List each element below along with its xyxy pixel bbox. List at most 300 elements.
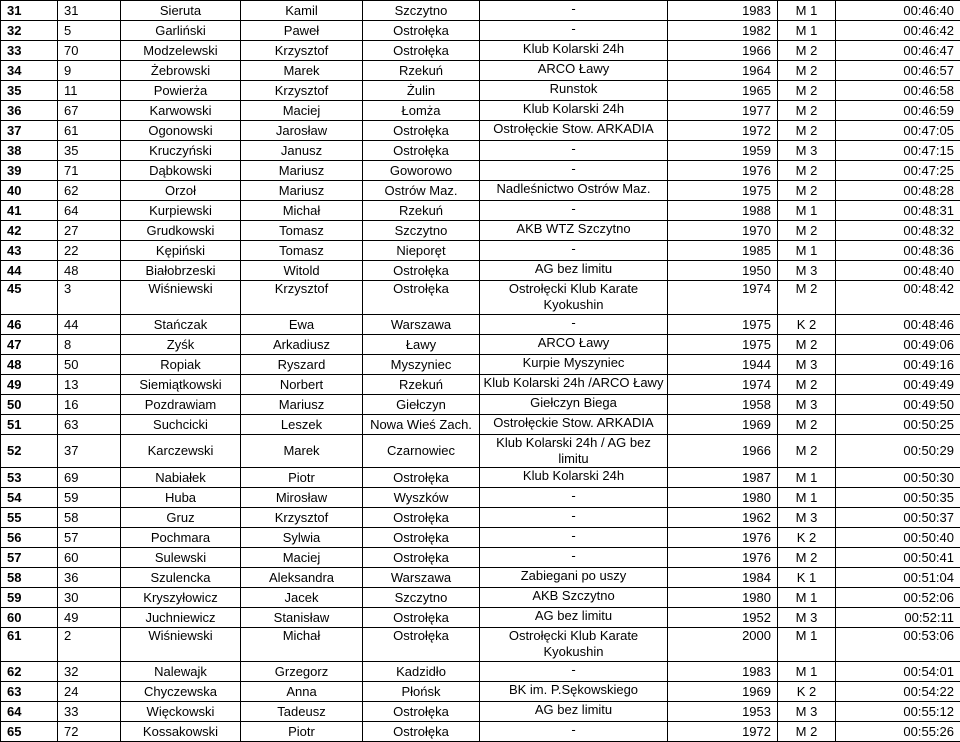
club-cell: ARCO Ławy (480, 61, 668, 81)
first-name-cell: Norbert (241, 375, 363, 395)
place-cell: 53 (1, 468, 58, 488)
city-cell: Ostrołęka (363, 702, 480, 722)
club-cell: AG bez limitu (480, 261, 668, 281)
table-row (1, 355, 960, 375)
bib-number-cell: 33 (58, 702, 121, 722)
city-cell: Wyszków (363, 488, 480, 508)
city-cell: Ostrołęka (363, 528, 480, 548)
birth-year-cell: 1944 (668, 355, 778, 375)
bib-number-cell: 70 (58, 41, 121, 61)
surname-cell: Kruczyński (121, 141, 241, 161)
place-cell: 42 (1, 221, 58, 241)
place-cell: 62 (1, 662, 58, 682)
surname-cell: Ropiak (121, 355, 241, 375)
place-cell: 63 (1, 682, 58, 702)
surname-cell: Siemiątkowski (121, 375, 241, 395)
place-cell: 41 (1, 201, 58, 221)
first-name-cell: Arkadiusz (241, 335, 363, 355)
first-name-cell: Marek (241, 435, 363, 468)
time-cell: 00:49:49 (836, 375, 960, 395)
place-cell: 65 (1, 722, 58, 742)
surname-cell: Pochmara (121, 528, 241, 548)
first-name-cell: Tomasz (241, 241, 363, 261)
city-cell: Żulin (363, 81, 480, 101)
surname-cell: Nabiałek (121, 468, 241, 488)
place-cell: 34 (1, 61, 58, 81)
club-cell: - (480, 1, 668, 21)
birth-year-cell: 1983 (668, 1, 778, 21)
club-cell: - (480, 201, 668, 221)
bib-number-cell: 67 (58, 101, 121, 121)
club-cell: Ostrołęckie Stow. ARKADIA (480, 415, 668, 435)
bib-number-cell: 58 (58, 508, 121, 528)
time-cell: 00:50:30 (836, 468, 960, 488)
birth-year-cell: 1974 (668, 281, 778, 315)
first-name-cell: Mirosław (241, 488, 363, 508)
bib-number-cell: 48 (58, 261, 121, 281)
surname-cell: Więckowski (121, 702, 241, 722)
category-cell: M 3 (778, 508, 836, 528)
birth-year-cell: 1976 (668, 528, 778, 548)
surname-cell: Zyśk (121, 335, 241, 355)
surname-cell: Powierża (121, 81, 241, 101)
first-name-cell: Witold (241, 261, 363, 281)
first-name-cell: Mariusz (241, 181, 363, 201)
first-name-cell: Maciej (241, 548, 363, 568)
city-cell: Ostrołęka (363, 722, 480, 742)
birth-year-cell: 1977 (668, 101, 778, 121)
time-cell: 00:48:31 (836, 201, 960, 221)
birth-year-cell: 1984 (668, 568, 778, 588)
category-cell: M 2 (778, 435, 836, 468)
club-cell: AG bez limitu (480, 608, 668, 628)
surname-cell: Suchcicki (121, 415, 241, 435)
time-cell: 00:55:26 (836, 722, 960, 742)
bib-number-cell: 16 (58, 395, 121, 415)
first-name-cell: Maciej (241, 101, 363, 121)
bib-number-cell: 62 (58, 181, 121, 201)
place-cell: 35 (1, 81, 58, 101)
category-cell: M 2 (778, 548, 836, 568)
time-cell: 00:50:29 (836, 435, 960, 468)
results-body (1, 1, 960, 742)
category-cell: M 2 (778, 61, 836, 81)
surname-cell: Modzelewski (121, 41, 241, 61)
surname-cell: Juchniewicz (121, 608, 241, 628)
club-cell: - (480, 528, 668, 548)
bib-number-cell: 63 (58, 415, 121, 435)
table-row (1, 281, 960, 315)
city-cell: Kadzidło (363, 662, 480, 682)
table-row (1, 702, 960, 722)
birth-year-cell: 1959 (668, 141, 778, 161)
birth-year-cell: 1972 (668, 121, 778, 141)
place-cell: 47 (1, 335, 58, 355)
bib-number-cell: 72 (58, 722, 121, 742)
time-cell: 00:51:04 (836, 568, 960, 588)
place-cell: 52 (1, 435, 58, 468)
table-row (1, 21, 960, 41)
birth-year-cell: 1953 (668, 702, 778, 722)
surname-cell: Garliński (121, 21, 241, 41)
category-cell: M 1 (778, 468, 836, 488)
club-cell: Runstok (480, 81, 668, 101)
bib-number-cell: 71 (58, 161, 121, 181)
birth-year-cell: 1972 (668, 722, 778, 742)
city-cell: Giełczyn (363, 395, 480, 415)
category-cell: M 2 (778, 81, 836, 101)
bib-number-cell: 57 (58, 528, 121, 548)
first-name-cell: Anna (241, 682, 363, 702)
category-cell: M 2 (778, 722, 836, 742)
time-cell: 00:49:06 (836, 335, 960, 355)
time-cell: 00:54:22 (836, 682, 960, 702)
table-row (1, 435, 960, 468)
birth-year-cell: 1966 (668, 435, 778, 468)
city-cell: Czarnowiec (363, 435, 480, 468)
club-cell: AG bez limitu (480, 702, 668, 722)
table-row (1, 101, 960, 121)
category-cell: M 1 (778, 588, 836, 608)
time-cell: 00:48:28 (836, 181, 960, 201)
place-cell: 50 (1, 395, 58, 415)
category-cell: M 1 (778, 21, 836, 41)
place-cell: 32 (1, 21, 58, 41)
category-cell: M 2 (778, 415, 836, 435)
club-cell: Kurpie Myszyniec (480, 355, 668, 375)
table-row (1, 468, 960, 488)
first-name-cell: Michał (241, 628, 363, 662)
surname-cell: Kurpiewski (121, 201, 241, 221)
club-cell: - (480, 488, 668, 508)
club-cell: BK im. P.Sękowskiego (480, 682, 668, 702)
birth-year-cell: 1958 (668, 395, 778, 415)
time-cell: 00:47:25 (836, 161, 960, 181)
club-cell: AKB WTZ Szczytno (480, 221, 668, 241)
bib-number-cell: 2 (58, 628, 121, 662)
city-cell: Ostrołęka (363, 281, 480, 315)
bib-number-cell: 24 (58, 682, 121, 702)
surname-cell: Wiśniewski (121, 628, 241, 662)
birth-year-cell: 1950 (668, 261, 778, 281)
category-cell: M 1 (778, 201, 836, 221)
time-cell: 00:46:40 (836, 1, 960, 21)
table-row (1, 682, 960, 702)
surname-cell: Nalewajk (121, 662, 241, 682)
club-cell: Klub Kolarski 24h (480, 101, 668, 121)
table-row (1, 181, 960, 201)
time-cell: 00:50:37 (836, 508, 960, 528)
table-row (1, 395, 960, 415)
first-name-cell: Grzegorz (241, 662, 363, 682)
bib-number-cell: 36 (58, 568, 121, 588)
surname-cell: Białobrzeski (121, 261, 241, 281)
first-name-cell: Krzysztof (241, 41, 363, 61)
bib-number-cell: 37 (58, 435, 121, 468)
surname-cell: Gruz (121, 508, 241, 528)
place-cell: 60 (1, 608, 58, 628)
city-cell: Ostrołęka (363, 628, 480, 662)
city-cell: Ostrołęka (363, 508, 480, 528)
bib-number-cell: 44 (58, 315, 121, 335)
time-cell: 00:48:42 (836, 281, 960, 315)
birth-year-cell: 1964 (668, 61, 778, 81)
place-cell: 40 (1, 181, 58, 201)
time-cell: 00:48:32 (836, 221, 960, 241)
first-name-cell: Paweł (241, 21, 363, 41)
city-cell: Ostrołęka (363, 41, 480, 61)
club-cell: Ostrołęcki Klub Karate Kyokushin (480, 628, 668, 662)
first-name-cell: Piotr (241, 468, 363, 488)
surname-cell: Sieruta (121, 1, 241, 21)
table-row (1, 548, 960, 568)
surname-cell: Grudkowski (121, 221, 241, 241)
place-cell: 54 (1, 488, 58, 508)
birth-year-cell: 1965 (668, 81, 778, 101)
time-cell: 00:46:42 (836, 21, 960, 41)
bib-number-cell: 3 (58, 281, 121, 315)
table-row (1, 41, 960, 61)
first-name-cell: Jacek (241, 588, 363, 608)
table-row (1, 61, 960, 81)
birth-year-cell: 1987 (668, 468, 778, 488)
first-name-cell: Mariusz (241, 161, 363, 181)
surname-cell: Wiśniewski (121, 281, 241, 315)
category-cell: K 2 (778, 315, 836, 335)
birth-year-cell: 1985 (668, 241, 778, 261)
first-name-cell: Janusz (241, 141, 363, 161)
city-cell: Ostrów Maz. (363, 181, 480, 201)
surname-cell: Szulencka (121, 568, 241, 588)
surname-cell: Żebrowski (121, 61, 241, 81)
time-cell: 00:50:40 (836, 528, 960, 548)
place-cell: 64 (1, 702, 58, 722)
club-cell: - (480, 548, 668, 568)
surname-cell: Kossakowski (121, 722, 241, 742)
first-name-cell: Tomasz (241, 221, 363, 241)
category-cell: M 1 (778, 1, 836, 21)
club-cell: - (480, 241, 668, 261)
first-name-cell: Tadeusz (241, 702, 363, 722)
club-cell: Ostrołęckie Stow. ARKADIA (480, 121, 668, 141)
birth-year-cell: 1975 (668, 315, 778, 335)
time-cell: 00:53:06 (836, 628, 960, 662)
category-cell: K 2 (778, 528, 836, 548)
time-cell: 00:49:16 (836, 355, 960, 375)
table-row (1, 161, 960, 181)
birth-year-cell: 1966 (668, 41, 778, 61)
table-row (1, 1, 960, 21)
bib-number-cell: 8 (58, 335, 121, 355)
bib-number-cell: 13 (58, 375, 121, 395)
table-row (1, 628, 960, 662)
first-name-cell: Michał (241, 201, 363, 221)
table-row (1, 375, 960, 395)
place-cell: 46 (1, 315, 58, 335)
first-name-cell: Ryszard (241, 355, 363, 375)
birth-year-cell: 1982 (668, 21, 778, 41)
time-cell: 00:46:47 (836, 41, 960, 61)
first-name-cell: Ewa (241, 315, 363, 335)
first-name-cell: Jarosław (241, 121, 363, 141)
club-cell: Klub Kolarski 24h (480, 468, 668, 488)
table-row (1, 608, 960, 628)
bib-number-cell: 61 (58, 121, 121, 141)
table-row (1, 81, 960, 101)
bib-number-cell: 32 (58, 662, 121, 682)
surname-cell: Sulewski (121, 548, 241, 568)
bib-number-cell: 50 (58, 355, 121, 375)
place-cell: 56 (1, 528, 58, 548)
surname-cell: Karwowski (121, 101, 241, 121)
table-row (1, 508, 960, 528)
time-cell: 00:52:06 (836, 588, 960, 608)
first-name-cell: Marek (241, 61, 363, 81)
place-cell: 61 (1, 628, 58, 662)
birth-year-cell: 1952 (668, 608, 778, 628)
time-cell: 00:46:57 (836, 61, 960, 81)
category-cell: M 2 (778, 121, 836, 141)
surname-cell: Ogonowski (121, 121, 241, 141)
table-row (1, 241, 960, 261)
place-cell: 58 (1, 568, 58, 588)
city-cell: Ostrołęka (363, 21, 480, 41)
bib-number-cell: 60 (58, 548, 121, 568)
time-cell: 00:48:36 (836, 241, 960, 261)
first-name-cell: Krzysztof (241, 508, 363, 528)
club-cell: Zabiegani po uszy (480, 568, 668, 588)
birth-year-cell: 1970 (668, 221, 778, 241)
city-cell: Szczytno (363, 1, 480, 21)
birth-year-cell: 2000 (668, 628, 778, 662)
club-cell: - (480, 662, 668, 682)
table-row (1, 488, 960, 508)
club-cell: Ostrołęcki Klub Karate Kyokushin (480, 281, 668, 315)
city-cell: Szczytno (363, 588, 480, 608)
city-cell: Szczytno (363, 221, 480, 241)
surname-cell: Orzoł (121, 181, 241, 201)
time-cell: 00:55:12 (836, 702, 960, 722)
city-cell: Nieporęt (363, 241, 480, 261)
city-cell: Myszyniec (363, 355, 480, 375)
first-name-cell: Leszek (241, 415, 363, 435)
bib-number-cell: 64 (58, 201, 121, 221)
category-cell: M 1 (778, 628, 836, 662)
place-cell: 48 (1, 355, 58, 375)
first-name-cell: Krzysztof (241, 281, 363, 315)
city-cell: Płońsk (363, 682, 480, 702)
club-cell: Klub Kolarski 24h / AG bez limitu (480, 435, 668, 468)
category-cell: M 2 (778, 335, 836, 355)
bib-number-cell: 11 (58, 81, 121, 101)
time-cell: 00:47:05 (836, 121, 960, 141)
bib-number-cell: 30 (58, 588, 121, 608)
place-cell: 37 (1, 121, 58, 141)
category-cell: M 2 (778, 375, 836, 395)
place-cell: 43 (1, 241, 58, 261)
birth-year-cell: 1969 (668, 415, 778, 435)
surname-cell: Chyczewska (121, 682, 241, 702)
table-row (1, 121, 960, 141)
surname-cell: Kępiński (121, 241, 241, 261)
category-cell: M 2 (778, 181, 836, 201)
bib-number-cell: 59 (58, 488, 121, 508)
place-cell: 44 (1, 261, 58, 281)
category-cell: M 2 (778, 101, 836, 121)
place-cell: 36 (1, 101, 58, 121)
club-cell: Klub Kolarski 24h /ARCO Ławy (480, 375, 668, 395)
city-cell: Warszawa (363, 568, 480, 588)
first-name-cell: Aleksandra (241, 568, 363, 588)
city-cell: Ostrołęka (363, 468, 480, 488)
birth-year-cell: 1988 (668, 201, 778, 221)
birth-year-cell: 1980 (668, 488, 778, 508)
table-row (1, 568, 960, 588)
table-row (1, 315, 960, 335)
surname-cell: Huba (121, 488, 241, 508)
first-name-cell: Piotr (241, 722, 363, 742)
city-cell: Ostrołęka (363, 141, 480, 161)
city-cell: Rzekuń (363, 61, 480, 81)
table-row (1, 722, 960, 742)
bib-number-cell: 5 (58, 21, 121, 41)
birth-year-cell: 1975 (668, 181, 778, 201)
category-cell: M 3 (778, 141, 836, 161)
time-cell: 00:48:40 (836, 261, 960, 281)
table-row (1, 261, 960, 281)
category-cell: M 3 (778, 355, 836, 375)
city-cell: Goworowo (363, 161, 480, 181)
city-cell: Ostrołęka (363, 548, 480, 568)
time-cell: 00:49:50 (836, 395, 960, 415)
category-cell: M 2 (778, 41, 836, 61)
table-row (1, 415, 960, 435)
time-cell: 00:46:58 (836, 81, 960, 101)
place-cell: 33 (1, 41, 58, 61)
birth-year-cell: 1976 (668, 161, 778, 181)
surname-cell: Pozdrawiam (121, 395, 241, 415)
time-cell: 00:47:15 (836, 141, 960, 161)
city-cell: Ostrołęka (363, 261, 480, 281)
city-cell: Ostrołęka (363, 121, 480, 141)
time-cell: 00:50:35 (836, 488, 960, 508)
category-cell: M 2 (778, 161, 836, 181)
club-cell: Nadleśnictwo Ostrów Maz. (480, 181, 668, 201)
birth-year-cell: 1980 (668, 588, 778, 608)
club-cell: - (480, 141, 668, 161)
category-cell: K 2 (778, 682, 836, 702)
surname-cell: Stańczak (121, 315, 241, 335)
city-cell: Nowa Wieś Zach. (363, 415, 480, 435)
place-cell: 51 (1, 415, 58, 435)
time-cell: 00:48:46 (836, 315, 960, 335)
city-cell: Ostrołęka (363, 608, 480, 628)
time-cell: 00:50:41 (836, 548, 960, 568)
surname-cell: Dąbkowski (121, 161, 241, 181)
category-cell: M 1 (778, 241, 836, 261)
birth-year-cell: 1976 (668, 548, 778, 568)
club-cell: - (480, 722, 668, 742)
category-cell: M 3 (778, 608, 836, 628)
table-row (1, 588, 960, 608)
first-name-cell: Krzysztof (241, 81, 363, 101)
table-row (1, 528, 960, 548)
bib-number-cell: 22 (58, 241, 121, 261)
category-cell: M 2 (778, 281, 836, 315)
club-cell: Klub Kolarski 24h (480, 41, 668, 61)
place-cell: 55 (1, 508, 58, 528)
city-cell: Rzekuń (363, 375, 480, 395)
